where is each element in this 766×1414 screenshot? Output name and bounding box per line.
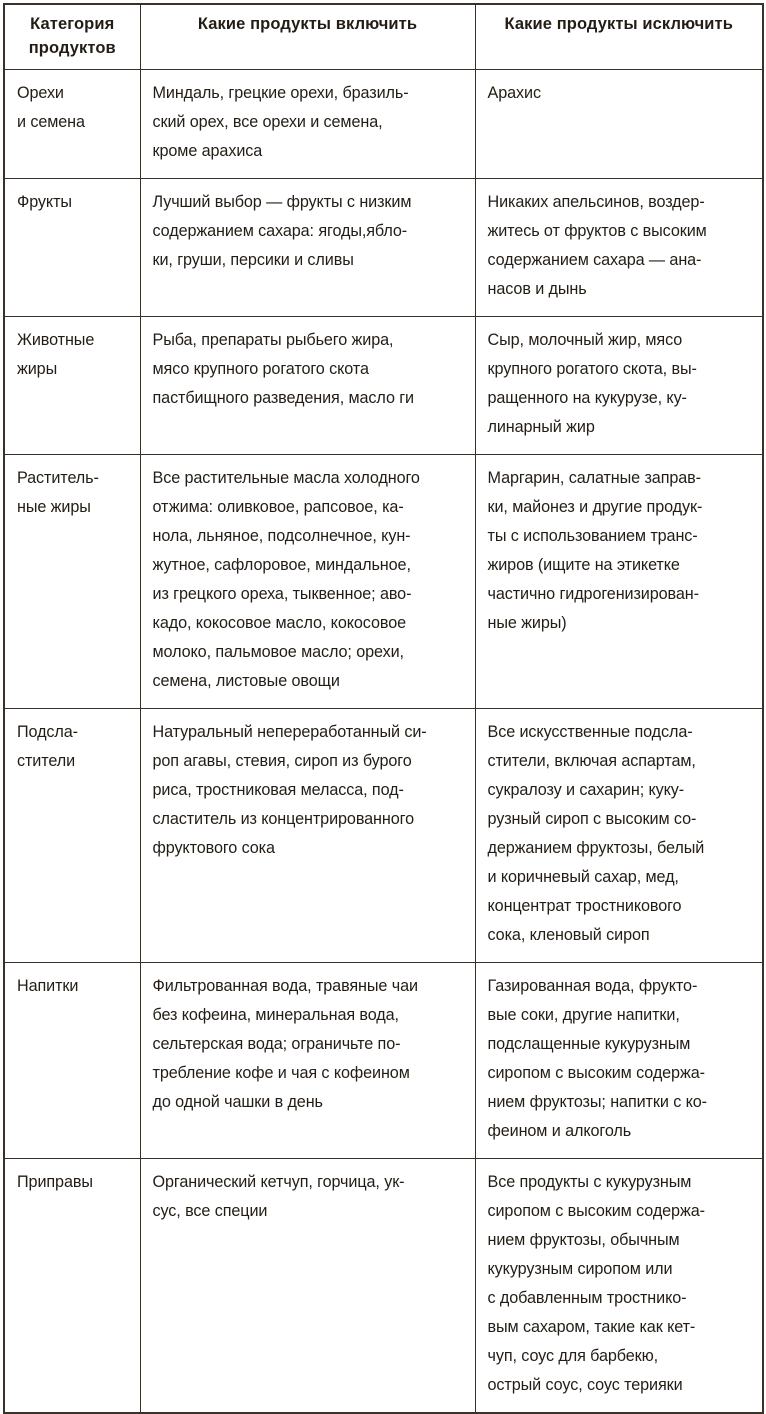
cell-text-line: Арахис (487, 84, 541, 102)
cell-category (4, 709, 140, 963)
cell-include (140, 963, 475, 1159)
cell-text-line: и семена (17, 113, 85, 131)
cell-text-line: вым сахаром, такие как кет- (487, 1318, 696, 1336)
cell-text-line: Все продукты с кукурузным (487, 1173, 692, 1191)
header-text-line: продуктов (28, 39, 116, 57)
cell-text-line: сельтерская вода; ограничьте по- (152, 1035, 401, 1053)
cell-text-line: жиров (ищите на этикетке (487, 556, 680, 574)
cell-text-line: стители, включая аспартам, (487, 752, 696, 770)
table-row (4, 70, 763, 179)
cell-text-line: молоко, пальмовое масло; орехи, (152, 643, 404, 661)
cell-text-line: нола, льняное, подсолнечное, кун- (152, 527, 411, 545)
cell-exclude (475, 709, 763, 963)
cell-text-line: Органический кетчуп, горчица, ук- (152, 1173, 405, 1191)
cell-text-line: риса, тростниковая меласса, под- (152, 781, 404, 799)
cell-text-line: кадо, кокосовое масло, кокосовое (152, 614, 407, 632)
cell-include (140, 1159, 475, 1414)
cell-text-line: Орехи (17, 84, 64, 102)
cell-text-line: Фильтрованная вода, травяные чаи (152, 977, 418, 995)
cell-text-line: содержанием сахара — ана- (487, 251, 702, 269)
table-row (4, 179, 763, 317)
cell-text-line: Маргарин, салатные заправ- (487, 469, 701, 487)
cell-text-line: ский орех, все орехи и семена, (152, 113, 383, 131)
table-row (4, 317, 763, 455)
cell-text-line: сластитель из концентрированного (152, 810, 414, 828)
cell-text-line: кроме арахиса (152, 142, 263, 160)
cell-text-line: Миндаль, грецкие орехи, бразиль- (152, 84, 409, 102)
cell-text-line: сукралозу и сахарин; куку- (487, 781, 685, 799)
cell-text-line: мясо крупного рогатого скота (152, 360, 369, 378)
table-header (4, 4, 763, 70)
cell-text-line: ты с использованием транс- (487, 527, 698, 545)
food-recommendation-table (3, 3, 764, 1414)
cell-text-line: подслащенные кукурузным (487, 1035, 691, 1053)
cell-text-line: концентрат тростникового (487, 897, 682, 915)
cell-text-line: с добавленным тростнико- (487, 1289, 687, 1307)
cell-text-line: Лучший выбор — фрукты с низким (152, 193, 412, 211)
cell-text-line: крупного рогатого скота, вы- (487, 360, 697, 378)
cell-text-line: нием фруктозы, обычным (487, 1231, 680, 1249)
cell-text-line: вые соки, другие напитки, (487, 1006, 680, 1024)
cell-include (140, 709, 475, 963)
cell-text-line: Рыба, препараты рыбьего жира, (152, 331, 394, 349)
cell-text-line: Подсла- (17, 723, 78, 741)
cell-include (140, 179, 475, 317)
cell-text-line: жиры (17, 360, 58, 378)
cell-text-line: сиропом с высоким содержа- (487, 1064, 705, 1082)
cell-category (4, 317, 140, 455)
cell-text-line: сиропом с высоким содержа- (487, 1202, 705, 1220)
cell-category (4, 70, 140, 179)
cell-category (4, 963, 140, 1159)
cell-text-line: сус, все специи (152, 1202, 268, 1220)
cell-exclude (475, 1159, 763, 1414)
cell-text-line: Фрукты (17, 193, 72, 211)
cell-text-line: содержанием сахара: ягоды,ябло- (152, 222, 408, 240)
column-header-category (4, 4, 140, 70)
cell-text-line: ки, груши, персики и сливы (152, 251, 354, 269)
table-body (4, 70, 763, 1414)
cell-text-line: стители (17, 752, 76, 770)
cell-text-line: без кофеина, минеральная вода, (152, 1006, 399, 1024)
header-text-line: Какие продукты исключить (504, 15, 733, 33)
cell-text-line: Напитки (17, 977, 79, 995)
cell-text-line: Натуральный непереработанный си- (152, 723, 427, 741)
cell-text-line: фруктового сока (152, 839, 275, 857)
header-text-line: Категория (30, 15, 115, 33)
cell-category (4, 455, 140, 709)
cell-text-line: житесь от фруктов с высоким (487, 222, 707, 240)
column-header-include (140, 4, 475, 70)
cell-text-line: Животные (17, 331, 95, 349)
cell-text-line: пастбищного разведения, масло ги (152, 389, 414, 407)
cell-text-line: Все растительные масла холодного (152, 469, 420, 487)
cell-text-line: ращенного на кукурузе, ку- (487, 389, 687, 407)
cell-include (140, 70, 475, 179)
cell-text-line: нием фруктозы; напитки с ко- (487, 1093, 707, 1111)
cell-text-line: жутное, сафлоровое, миндальное, (152, 556, 411, 574)
cell-exclude (475, 179, 763, 317)
cell-text-line: ки, майонез и другие продук- (487, 498, 703, 516)
cell-text-line: роп агавы, стевия, сироп из бурого (152, 752, 412, 770)
cell-text-line: чуп, соус для барбекю, (487, 1347, 659, 1365)
cell-category (4, 1159, 140, 1414)
cell-text-line: Никаких апельсинов, воздер- (487, 193, 705, 211)
cell-text-line: отжима: оливковое, рапсовое, ка- (152, 498, 404, 516)
cell-text-line: семена, листовые овощи (152, 672, 340, 690)
cell-exclude (475, 455, 763, 709)
cell-text-line: острый соус, соус терияки (487, 1376, 683, 1394)
cell-category (4, 179, 140, 317)
table-row (4, 963, 763, 1159)
cell-text-line: Приправы (17, 1173, 93, 1191)
cell-text-line: ные жиры (17, 498, 91, 516)
cell-exclude (475, 317, 763, 455)
cell-include (140, 455, 475, 709)
cell-text-line: частично гидрогенизирован- (487, 585, 699, 603)
cell-text-line: феином и алкоголь (487, 1122, 632, 1140)
cell-text-line: держанием фруктозы, белый (487, 839, 705, 857)
cell-text-line: сока, кленовый сироп (487, 926, 650, 944)
cell-text-line: рузный сироп с высоким со- (487, 810, 697, 828)
column-header-exclude (475, 4, 763, 70)
cell-text-line: Все искусственные подсла- (487, 723, 693, 741)
cell-text-line: требление кофе и чая с кофеином (152, 1064, 410, 1082)
cell-text-line: Сыр, молочный жир, мясо (487, 331, 683, 349)
cell-text-line: насов и дынь (487, 280, 587, 298)
cell-text-line: кукурузным сиропом или (487, 1260, 673, 1278)
table-row (4, 709, 763, 963)
cell-exclude (475, 963, 763, 1159)
cell-text-line: до одной чашки в день (152, 1093, 323, 1111)
cell-text-line: из грецкого ореха, тыквенное; аво- (152, 585, 412, 603)
cell-text-line: Раститель- (17, 469, 99, 487)
cell-include (140, 317, 475, 455)
cell-text-line: линарный жир (487, 418, 595, 436)
cell-text-line: Газированная вода, фрукто- (487, 977, 698, 995)
table-header-row (4, 4, 763, 70)
cell-text-line: ные жиры) (487, 614, 567, 632)
cell-text-line: и коричневый сахар, мед, (487, 868, 679, 886)
table-row (4, 455, 763, 709)
cell-exclude (475, 70, 763, 179)
table-row (4, 1159, 763, 1414)
header-text-line: Какие продукты включить (197, 15, 418, 33)
